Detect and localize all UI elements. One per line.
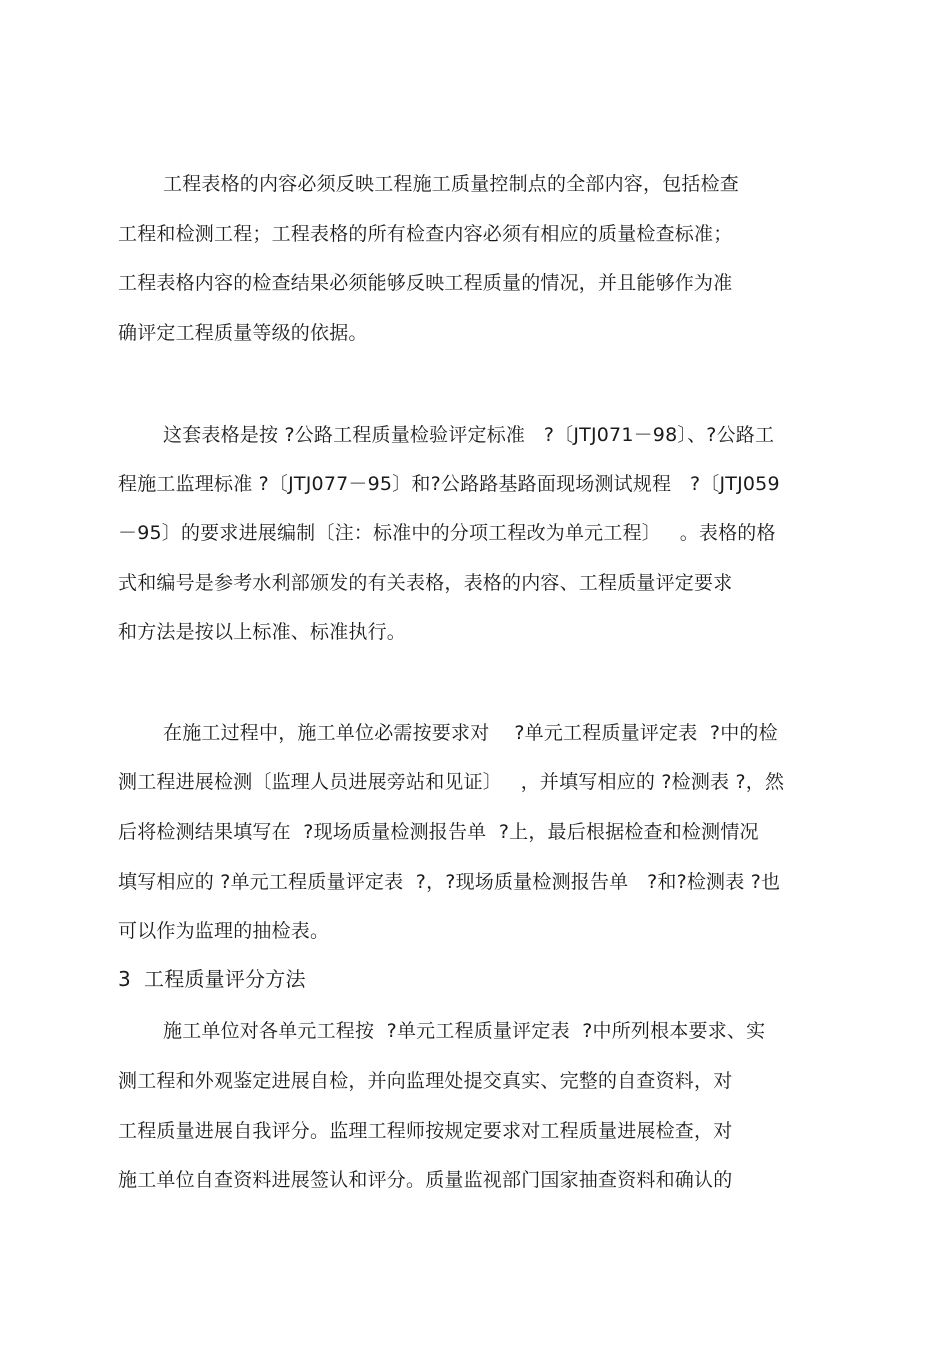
section-paragraph-line-1: 施工单位对各单元工程按 ?单元工程质量评定表 ?中所列根本要求、实 xyxy=(163,1020,766,1042)
paragraph-2-line-4: 式和编号是参考水利部颁发的有关表格，表格的内容、工程质量评定要求 xyxy=(118,572,733,594)
paragraph-2-line-2: 程施工监理标准 ?〔JTJ077－95〕和?公路路基路面现场测试规程 ?〔JTJ059 xyxy=(118,473,780,495)
section-heading: 3 工程质量评分方法 xyxy=(118,967,306,991)
paragraph-1-line-1: 工程表格的内容必须反映工程施工质量控制点的全部内容，包括检查 xyxy=(163,173,740,195)
paragraph-3-line-2: 测工程进展检测〔监理人员进展旁站和见证〕 ，并填写相应的 ?检测表 ?，然 xyxy=(118,771,785,793)
paragraph-1-line-2: 工程和检测工程；工程表格的所有检查内容必须有相应的质量检查标准； xyxy=(118,223,733,245)
section-paragraph-line-4: 施工单位自查资料进展签认和评分。质量监视部门国家抽查资料和确认的 xyxy=(118,1169,733,1191)
paragraph-3-line-5: 可以作为监理的抽检表。 xyxy=(118,920,330,942)
paragraph-3-line-4: 填写相应的 ?单元工程质量评定表 ?，?现场质量检测报告单 ?和?检测表 ?也 xyxy=(118,871,781,893)
paragraph-3-line-1: 在施工过程中，施工单位必需按要求对 ?单元工程质量评定表 ?中的检 xyxy=(163,722,778,744)
paragraph-2-line-1: 这套表格是按 ?公路工程质量检验评定标准 ?〔JTJ071－98〕、?公路工 xyxy=(163,424,775,446)
paragraph-2-line-3: －95〕的要求进展编制〔注：标准中的分项工程改为单元工程〕 。表格的格 xyxy=(118,522,776,544)
section-paragraph-line-3: 工程质量进展自我评分。监理工程师按规定要求对工程质量进展检查，对 xyxy=(118,1120,733,1142)
paragraph-1-line-4: 确评定工程质量等级的依据。 xyxy=(118,322,368,344)
paragraph-3-line-3: 后将检测结果填写在 ?现场质量检测报告单 ?上，最后根据检查和检测情况 xyxy=(118,821,759,843)
paragraph-2-line-5: 和方法是按以上标准、标准执行。 xyxy=(118,621,407,643)
section-paragraph-line-2: 测工程和外观鉴定进展自检，并向监理处提交真实、完整的自查资料，对 xyxy=(118,1070,733,1092)
paragraph-1-line-3: 工程表格内容的检查结果必须能够反映工程质量的情况，并且能够作为准 xyxy=(118,272,733,294)
